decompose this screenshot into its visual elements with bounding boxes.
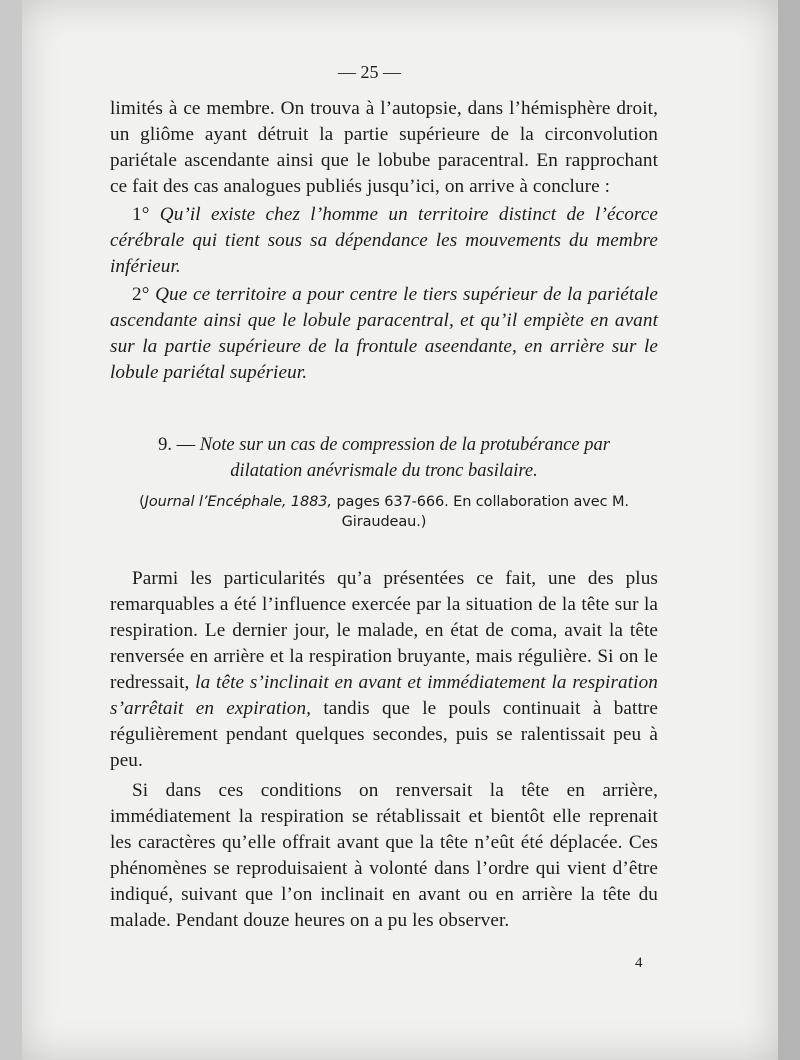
page-edge <box>778 0 800 1060</box>
section-number: 9. — <box>158 435 196 455</box>
citation-details: pages 637-666. En collaboration avec M. Giraudeau. <box>336 494 629 530</box>
body-paragraph-1-emphasis: la tête s’inclinait en avant et immédiatement la respiration s’arrêtait en expiration, <box>110 672 659 719</box>
signature-mark: 4 <box>635 955 643 971</box>
body-paragraph-1-end: tandis que le pouls continuait à battre régulièrement pendant quelques secondes, puis se ralentissait peu à peu. <box>110 698 658 771</box>
body-paragraph-1-start: Parmi les particularités qu’a présentées ce fait, une des plus remarquables a été l’influence exercée par la situation de la tête sur la respiration. Le dernier jour, le malade, en état de coma, avait la tête renversée en arrière et la respiration bruyante, mais régulière. Si on le redressait, <box>110 568 658 693</box>
page-content <box>110 58 658 934</box>
section-heading-line-1 <box>110 432 658 458</box>
page-number: — 25 — <box>338 62 401 82</box>
conclusion-1-text: Qu’il existe chez l’homme un territoire distinct de l’écorce cérébrale qui tient sous sa dépendance les mouvements du membre inférieur. <box>110 204 658 277</box>
section-title-line-1: Note sur un cas de compression de la protubérance par <box>199 435 610 455</box>
body-paragraph-1 <box>110 566 658 774</box>
conclusion-2-text: Que ce territoire a pour centre le tiers supérieur de la pariétale ascendante ainsi que le lobule paracentral, et qu’il empiète en avant sur la partie supérieure de la frontule aseendante, en arrière sur le lobule pariétal supérieur. <box>110 284 658 383</box>
conclusion-1-number: 1° <box>132 204 150 225</box>
conclusion-2 <box>110 282 658 386</box>
body-paragraph-2: Si dans ces conditions on renversait la tête en arrière, immédiatement la respiration se rétablissait et bientôt elle reprenait les caractères qu’elle offrait avant que la tête n’eût été déplacée. Ces phénomènes se reproduisaient à volonté dans l’ordre qui vient d’être indiqué, suivant que l’on inclinait en avant ou en arrière la tête du malade. Pendant douze heures on a pu les observer. <box>110 780 658 931</box>
citation: (Journal l’Encéphale, 1883, pages 637-666. En collaboration avec M. Giraudeau.) <box>139 494 629 530</box>
intro-paragraph: limités à ce membre. On trouva à l’autopsie, dans l’hémisphère droit, un gliôme ayant détruit la partie supérieure de la circonvolution pariétale ascendante ainsi que le lobube paracentral. En rapprochant ce fait des cas analogues publiés jusqu’ici, on arrive à conclure : <box>110 98 658 197</box>
conclusion-2-number: 2° <box>132 284 150 305</box>
citation-journal: Journal l’Encéphale, 1883, <box>144 494 332 510</box>
conclusion-1 <box>110 202 658 280</box>
section-title-line-2: dilatation anévrismale du tronc basilaire. <box>230 461 538 481</box>
